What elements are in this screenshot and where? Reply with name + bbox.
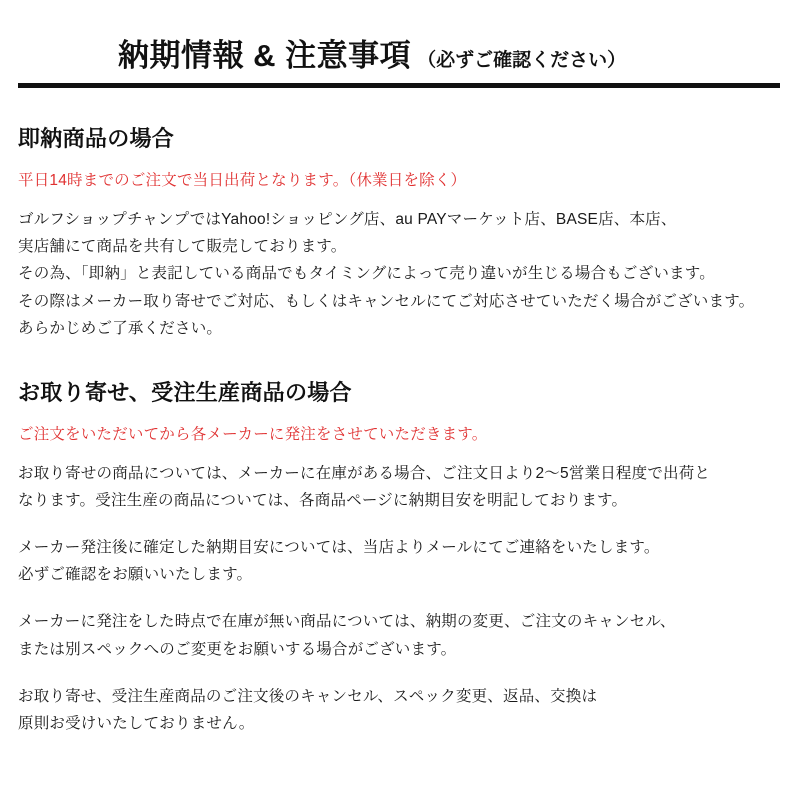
paragraph-line: ゴルフショップチャンプではYahoo!ショッピング店、au PAYマーケット店、BASE店、本店、 [18,211,677,229]
paragraph-block [18,167,780,194]
paragraph-line: または別スペックへのご変更をお願いする場合がございます。 [18,640,457,658]
paragraph-block [18,460,780,514]
paragraph-line: その為、「即納」と表記している商品でもタイミングによって売り違いが生じる場合もございます。 [18,265,715,283]
paragraph-line: 実店舗にて商品を共有して販売しております。 [18,238,347,256]
paragraph-line: メーカー発注後に確定した納期目安については、当店よりメールにてご連絡をいたします。 [18,539,660,557]
paragraph-line: 必ずご確認をお願いいたします。 [18,566,253,584]
page-title-bar [18,30,780,88]
notice-section [18,122,780,342]
notice-section [18,376,780,737]
paragraph-line: あらかじめご了承ください。 [18,319,223,337]
section-heading: お取り寄せ、受注生産商品の場合 [18,379,352,405]
block-spacer [18,663,780,683]
block-spacer [18,588,780,608]
block-spacer [18,448,780,460]
page-title: 納期情報 & 注意事項 [118,38,412,73]
paragraph-block [18,206,780,342]
paragraph-line: メーカーに発注をした時点で在庫が無い商品については、納期の変更、ご注文のキャンセル、 [18,613,676,631]
paragraph-line: その際はメーカー取り寄せでご対応、もしくはキャンセルにてご対応させていただく場合がございます。 [18,292,755,310]
page-title-note: （必ずご確認ください） [417,50,627,71]
paragraph-line: お取り寄せの商品については、メーカーに在庫がある場合、ご注文日より2〜5営業日程度で出荷と [18,464,711,482]
paragraph-block [18,421,780,448]
paragraph-block [18,683,780,737]
paragraph-block [18,534,780,588]
paragraph-line: 平日14時までのご注文で当日出荷となります。（休業日を除く） [18,172,467,189]
block-spacer [18,194,780,206]
paragraph-line: お取り寄せ、受注生産商品のご注文後のキャンセル、スペック変更、返品、交換は [18,687,598,705]
paragraph-line: なります。受注生産の商品については、各商品ページに納期目安を明記しております。 [18,492,628,509]
paragraph-line: 原則お受けいたしておりません。 [18,714,255,732]
paragraph-block [18,608,780,662]
section-heading: 即納商品の場合 [18,126,175,151]
sections-container [18,122,780,737]
block-spacer [18,514,780,534]
paragraph-line: ご注文をいただいてから各メーカーに発注をさせていただきます。 [18,425,488,443]
